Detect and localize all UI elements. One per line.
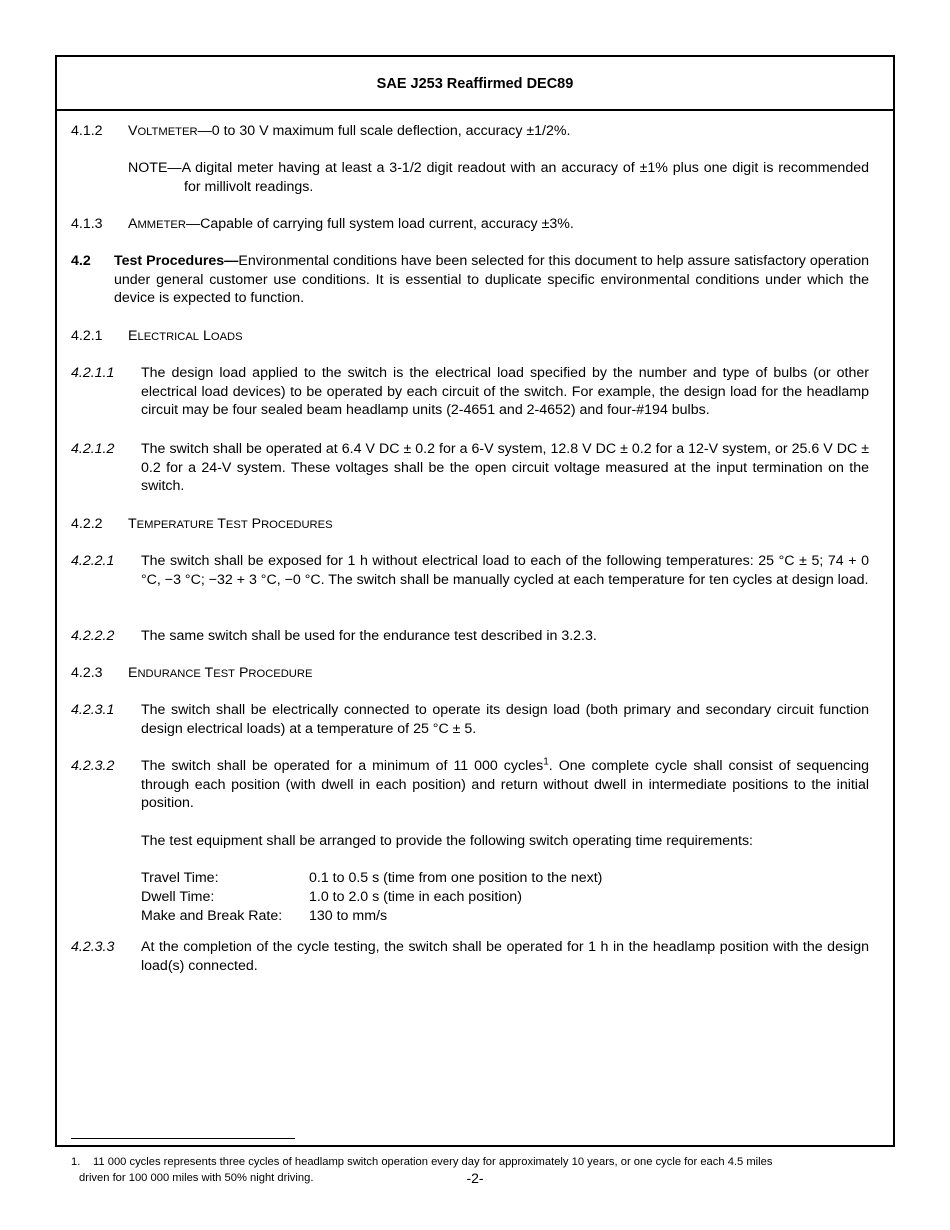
section-text: The switch shall be exposed for 1 h without electrical load to each of the following temperatures: 25 °C ± 5; 74 + 0 °C, −3 °C; −32 + 3 °C, −0 °C. The switch shall be manually cycled at each temperature for ten cycles at design load. (141, 553, 869, 588)
section-number: 4.2.3.1 (71, 702, 115, 718)
section-text: The same switch shall be used for the endurance test described in 3.2.3. (141, 628, 597, 644)
section-number: 4.2 (71, 253, 91, 269)
section-heading: ELECTRICAL LOADS (128, 328, 243, 344)
document-title: SAE J253 Reaffirmed DEC89 (376, 76, 574, 92)
page-number: -2- (466, 1170, 484, 1186)
section-text: Environmental conditions have been selected for this document to help assure satisfactory operation under general customer use conditions. It is essential to duplicate specific environmental conditions under which the device is expected to function. (114, 253, 869, 307)
section-text: The switch shall be operated at 6.4 V DC ± 0.2 for a 6-V system, 12.8 V DC ± 0.2 for a 12-V system, or 25.6 V DC ± 0.2 for a 24-V system. These voltages shall be the open circuit voltage measured at the input termination on the switch. (141, 441, 869, 495)
section-number: 4.2.3.3 (71, 939, 115, 955)
section-text: At the completion of the cycle testing, the switch shall be operated for 1 h in the headlamp position with the design load(s) connected. (141, 939, 869, 974)
footnote: 1. 11 000 cycles represents three cycles of headlamp switch operation every day for approximately 10 years, or one cycle for each 4.5 miles driven for 100 000 miles with 50% night driving. (71, 1156, 773, 1184)
section-text: —0 to 30 V maximum full scale deflection, accuracy ±1/2%. (197, 123, 571, 139)
section-heading-cap: V (128, 123, 138, 139)
section-title: Test Procedures— (114, 253, 239, 269)
section-text: The switch shall be electrically connected to operate its design load (both primary and secondary circuit function design electrical loads) at a temperature of 25 °C ± 5. (141, 702, 869, 737)
section-text: The design load applied to the switch is the electrical load specified by the number and type of bulbs (or other electrical load devices) to be operated by each circuit of the switch. For example, the design load for the headlamp circuit may be four sealed beam headlamp units (2-4651 and 2-4652) and four-#194 bulbs. (141, 365, 869, 419)
section-text: The test equipment shall be arranged to provide the following switch operating time requirements: (141, 833, 753, 849)
timing-row: Dwell Time: 1.0 to 2.0 s (time in each position) (141, 889, 522, 905)
note-text: NOTE—A digital meter having at least a 3-1/2 digit readout with an accuracy of ±1% plus one digit is recommended for millivolt readings. (128, 160, 869, 195)
section-heading: ENDURANCE TEST PROCEDURE (128, 665, 313, 681)
footnote-divider (71, 1138, 295, 1139)
section-heading-small: OLTMETER (137, 126, 198, 138)
section-number: 4.2.2.2 (71, 628, 115, 644)
section-number: 4.2.2 (71, 516, 103, 532)
footnote-ref[interactable]: 1 (543, 756, 549, 768)
section-heading-small: MMETER (137, 219, 186, 231)
section-text: —Capable of carrying full system load current, accuracy ±3%. (185, 216, 574, 232)
section-heading-cap: A (128, 216, 138, 232)
section-number: 4.2.1.1 (71, 365, 115, 381)
timing-row: Make and Break Rate: 130 to mm/s (141, 908, 388, 924)
page-frame (55, 55, 895, 1184)
section-number: 4.2.3.2 (71, 758, 115, 774)
page-header (57, 57, 893, 111)
section-number: 4.1.3 (71, 216, 103, 232)
timing-row: Travel Time: 0.1 to 0.5 s (time from one position to the next) (141, 870, 603, 886)
footnote-number: 1. (71, 1156, 81, 1168)
section-number: 4.1.2 (71, 123, 103, 139)
section-heading: TEMPERATURE TEST PROCEDURES (128, 516, 333, 532)
section-number: 4.2.2.1 (71, 553, 115, 569)
section-number: 4.2.3 (71, 665, 103, 681)
section-number: 4.2.1 (71, 328, 103, 344)
section-number: 4.2.1.2 (71, 441, 115, 457)
section-text: The switch shall be operated for a minimum of 11 000 cycles$^1$. One complete cycle shall consist of sequencing through each position (with dwell in each position) and return without dwell in intermediate positions to the initial position. (141, 756, 870, 812)
